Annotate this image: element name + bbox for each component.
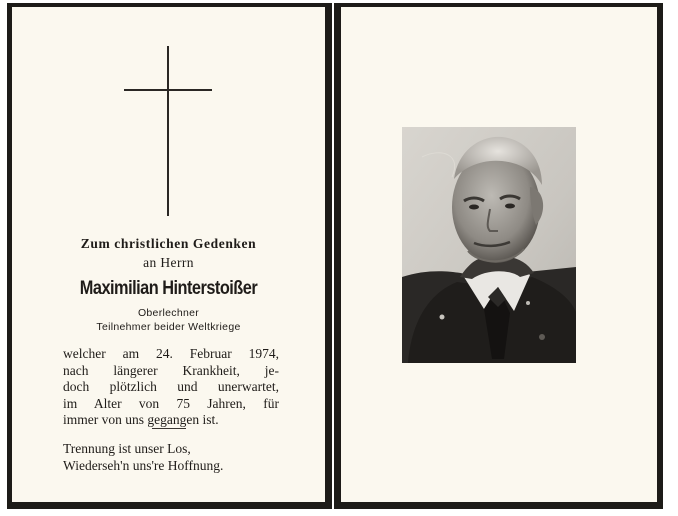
war-veteran-note: Teilnehmer beider Weltkriege: [96, 321, 241, 333]
obituary-paragraph: [63, 346, 279, 429]
addressee: an Herrn: [143, 255, 194, 270]
cross-icon-crossbar: [124, 89, 212, 91]
obituary-line: nach längerer Krankheit, je-: [63, 362, 279, 378]
memorial-heading: Zum christlichen Gedenken: [80, 236, 257, 251]
divider: [152, 428, 186, 429]
left-card-page: [12, 7, 325, 502]
obituary-line: im Alter von 75 Jahren, für: [63, 395, 279, 411]
obituary-line: doch plötzlich und unerwartet,: [63, 379, 279, 394]
obituary-line: immer von uns gegangen ist.: [63, 412, 219, 427]
right-card: [334, 3, 663, 509]
verse-line: Trennung ist unser Los,: [63, 441, 191, 456]
right-card-page: [341, 7, 657, 502]
cross-icon: [167, 46, 169, 216]
left-card: [7, 3, 332, 509]
portrait-photo: [402, 127, 576, 363]
verse: [63, 441, 279, 474]
obituary-line: welcher am 24. Februar 1974,: [63, 346, 279, 361]
verse-line: Wiederseh'n uns're Hoffnung.: [63, 457, 224, 473]
occupation: Oberlechner: [137, 307, 200, 319]
deceased-name: Maximilian Hinterstoißer: [79, 278, 258, 299]
